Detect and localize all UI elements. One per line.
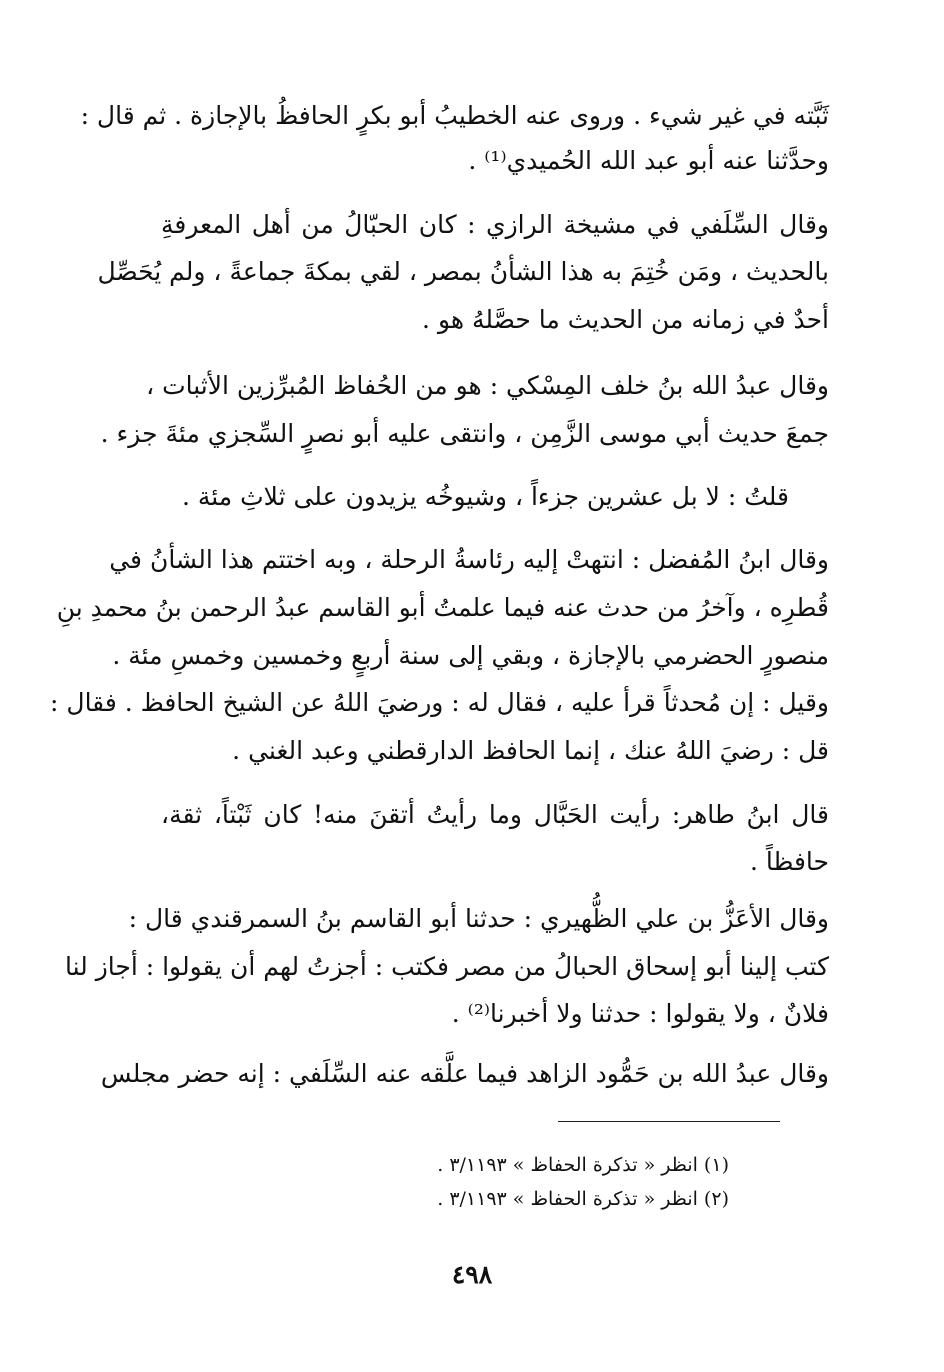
text-line: كتب إلينا أبو إسحاق الحبالُ من مصر فكتب : أجزتُ لهم أن يقولوا : أجاز لنا	[64, 952, 829, 981]
text-line: قال ابنُ طاهر: رأيت الحَبَّال وما رأيتُ أتقنَ منه! كان ثَبْتاً، ثقة،	[161, 800, 829, 829]
text-line: أحدٌ في زمانه من الحديث ما حصَّلهُ هو .	[422, 305, 829, 334]
text-line: جمعَ حديث أبي موسى الزَّمِن ، وانتقى عليه أبو نصرٍ السِّجزي مئةَ جزء .	[100, 419, 829, 448]
text-line: وقيل : إن مُحدثاً قرأ عليه ، فقال له : ورضيَ اللهُ عن الشيخ الحافظ . فقال :	[50, 688, 829, 717]
text-line: وقال عبدُ الله بن حَمُّود الزاهد فيما علَّقه عنه السِّلَفي : إنه حضر مجلس	[100, 1059, 829, 1088]
text-line: وقال ابنُ المُفضل : انتهتْ إليه رئاسةُ الرحلة ، وبه اختتم هذا الشأنُ في	[109, 545, 829, 574]
text-line: ثَبَّته في غير شيء . وروى عنه الخطيبُ أبو بكرٍ الحافظُ بالإجازة . ثم قال :	[80, 101, 829, 130]
footnote-divider	[558, 1121, 780, 1122]
page-number: ٤٩٨	[451, 1260, 493, 1289]
footnote: (١) انظر « تذكرة الحفاظ » ٣/١١٩٣ .	[437, 1154, 729, 1176]
text-line: قل : رضيَ اللهُ عنك ، إنما الحافظ الدارقطني وعبد الغني .	[232, 736, 829, 765]
text-line: حافظاً .	[749, 847, 829, 876]
text-line: وقال عبدُ الله بنُ خلف المِسْكي : هو من الحُفاظ المُبرِّزين الأثبات ،	[146, 371, 829, 400]
text-line: بالحديث ، ومَن خُتِمَ به هذا الشأنُ بمصر ، لقي بمكةَ جماعةً ، ولم يُحَصِّل	[97, 257, 829, 286]
footnote: (٢) انظر « تذكرة الحفاظ » ٣/١١٩٣ .	[437, 1188, 729, 1210]
text-line: قلتُ : لا بل عشرين جزءاً ، وشيوخُه يزيدون على ثلاثِ مئة .	[181, 482, 789, 511]
text-line: وقال السِّلَفي في مشيخة الرازي : كان الحبّالُ من أهل المعرفةِ	[161, 210, 829, 239]
text-line: فلانٌ ، ولا يقولوا : حدثنا ولا أخبرنا⁽²⁾ .	[451, 999, 829, 1028]
text-line: وقال الأعَزُّ بن علي الظُّهيري : حدثنا أبو القاسم بنُ السمرقندي قال :	[128, 904, 829, 933]
text-line: منصورٍ الحضرمي بالإجازة ، وبقي إلى سنة أربعٍ وخمسين وخمسِ مئة .	[112, 641, 829, 670]
text-line: قُطرِه ، وآخرُ من حدث عنه فيما علمتُ أبو القاسم عبدُ الرحمن بنُ محمدِ بنِ	[56, 593, 829, 622]
text-line: وحدَّثنا عنه أبو عبد الله الحُميدي⁽¹⁾ .	[468, 146, 829, 175]
